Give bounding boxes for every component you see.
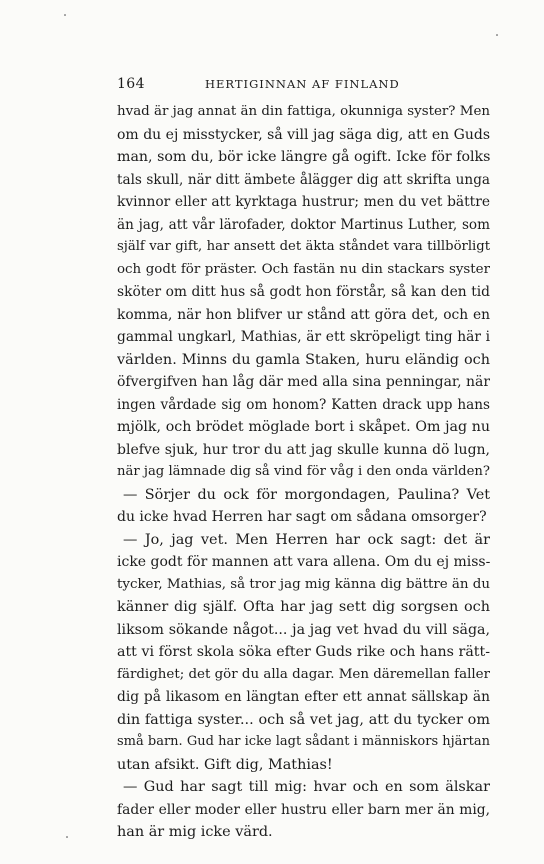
text-line: när jag lämnade dig så vind för våg i den onda världen?	[117, 464, 490, 479]
paper-speck	[496, 34, 498, 36]
text-line: din fattiga syster... och så vet jag, att du tycker om	[117, 711, 490, 728]
text-line: öfvergifven han låg där med alla sina penningar, när	[117, 374, 490, 390]
text-line: man, som du, bör icke längre gå ogift. Icke för folks	[117, 149, 490, 165]
text-line: kvinnor eller att kyrktaga hustrur; men du vet bättre	[117, 194, 490, 210]
text-line: själf var gift, har ansett det äkta ståndet vara tillbörligt	[117, 239, 490, 254]
text-line: blefve sjuk, hur tror du att jag skulle kunna dö lugn,	[117, 441, 490, 458]
text-line: dig på likasom en längtan efter ett annat sällskap än	[117, 689, 490, 705]
text-line: du icke hvad Herren har sagt om sådana omsorger?	[117, 509, 487, 525]
text-line: känner dig själf. Ofta har jag sett dig sorgsen och	[117, 599, 490, 615]
running-head: HERTIGINNAN AF FINLAND	[205, 77, 400, 91]
text-line: liksom sökande något... ja jag vet hvad du vill säga,	[117, 621, 490, 638]
body-text	[117, 101, 490, 844]
text-line: ingen vårdade sig om honom? Katten drack upp hans	[117, 396, 490, 413]
text-line: komma, när hon blifver ur stånd att göra det, och en	[117, 306, 490, 323]
text-line: — Gud har sagt till mig: hvar och en som älskar	[123, 779, 490, 795]
text-line: — Jo, jag vet. Men Herren har ock sagt: det är	[123, 531, 490, 548]
text-line: världen. Minns du gamla Staken, huru eländig och	[117, 351, 490, 368]
text-line: icke godt för mannen att vara allena. Om du ej miss-	[117, 554, 490, 570]
text-line: att vi först skola söka efter Guds rike och hans rätt-	[117, 644, 490, 660]
text-line: sköter om ditt hus så godt hon förstår, så kan den tid	[117, 284, 490, 300]
paper-speck	[64, 14, 66, 16]
page-number: 164	[117, 76, 145, 92]
text-line: tycker, Mathias, så tror jag mig känna dig bättre än du	[117, 576, 490, 592]
text-line: än jag, att vår lärofader, doktor Martinus Luther, som	[117, 216, 490, 233]
text-line: utan afsikt. Gift dig, Mathias!	[117, 756, 333, 773]
text-line: och godt för präster. Och fastän nu din stackars syster	[117, 261, 490, 277]
page-header	[117, 76, 490, 94]
text-line: hvad är jag annat än din fattiga, okunniga syster? Men	[117, 104, 490, 119]
text-line: små barn. Gud har icke lagt sådant i människors hjärtan	[117, 734, 490, 749]
text-line: han är mig icke värd.	[117, 824, 273, 840]
text-line: tals skull, när ditt ämbete ålägger dig att skrifta unga	[117, 171, 490, 188]
paper-speck	[66, 836, 68, 838]
text-line: om du ej misstycker, så vill jag säga dig, att en Guds	[117, 126, 490, 143]
text-line: gammal ungkarl, Mathias, är ett skröpeligt ting här i	[117, 329, 490, 345]
text-line: — Sörjer du ock för morgondagen, Paulina? Vet	[123, 486, 490, 503]
text-line: fader eller moder eller hustru eller barn mer än mig,	[117, 801, 490, 818]
text-line: mjölk, och brödet möglade bort i skåpet. Om jag nu	[117, 419, 490, 435]
text-line: färdighet; det gör du alla dagar. Men däremellan faller	[117, 666, 490, 682]
